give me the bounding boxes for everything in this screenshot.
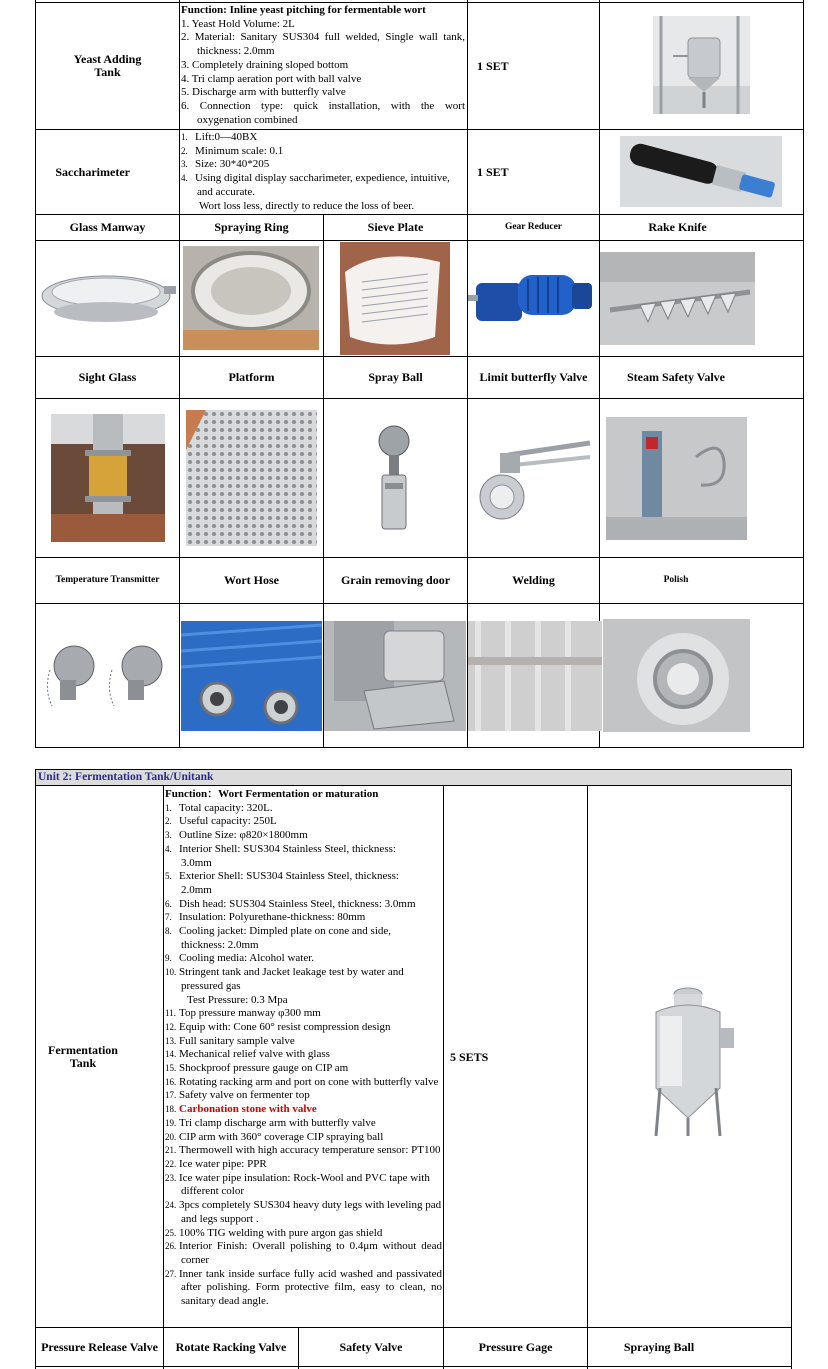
label-wort-hose: Wort Hose <box>224 573 279 587</box>
highlight-carbonation-stone: Carbonation stone with valve <box>179 1103 317 1116</box>
label-temperature-transmitter: Temperature Transmitter <box>55 575 160 585</box>
label-platform: Platform <box>228 370 275 384</box>
unit2-title-bar: Unit 2: Fermentation Tank/Unitank <box>35 769 792 786</box>
spraying-ring-photo <box>183 246 319 350</box>
label-limit-butterfly-valve: Limit butterfly Valve <box>479 370 588 384</box>
label-rake-knife: Rake Knife <box>648 220 707 234</box>
wort-hose-photo <box>181 621 322 731</box>
saccharimeter-name: Saccharimeter <box>55 164 130 179</box>
label-rotate-racking-valve: Rotate Racking Valve <box>175 1339 287 1354</box>
label-gear-reducer: Gear Reducer <box>504 222 563 232</box>
label-pressure-gage: Pressure Gage <box>478 1339 553 1354</box>
label-glass-manway: Glass Manway <box>69 220 146 234</box>
rake-knife-photo <box>600 252 755 345</box>
yeast-tank-qty: 1 SET <box>477 59 509 73</box>
label-sieve-plate: Sieve Plate <box>367 220 424 234</box>
yeast-tank-photo <box>653 16 750 114</box>
label-spray-ball: Spray Ball <box>368 370 423 384</box>
label-spraying-ring: Spraying Ring <box>214 220 289 234</box>
fermentation-tank-photo <box>650 978 740 1140</box>
label-pressure-release-valve: Pressure Release Valve <box>41 1339 158 1354</box>
label-polish: Polish <box>663 575 689 585</box>
welding-photo <box>468 621 602 731</box>
grain-removing-door-photo <box>324 621 466 731</box>
limit-butterfly-valve-photo <box>478 435 593 523</box>
platform-photo <box>186 410 317 546</box>
fermentation-tank-spec: Function：Wort Fermentation or maturation 1. Total capacity: 320L. 2. Useful capacity: 250L 3. Outline Size: φ820×1800mm 4. Interior Shell: SUS304 Stainless Steel, thickness: 3.0mm 5. Exterior Shell: SUS304 Stainless Steel, thickness: 2.0mm 6. Dish head: SUS304 Stainless Steel, thickness: 3.0mm 7. Insulation: Polyurethane-thickness: 80mm 8. Cooling jacket: Dimpled plate on cone and side, thickness: 2.0mm 9. Cooling media: Alcohol water. 10. Stringent tank and Jacket leakage test by water and pressured gas Test Pressure: 0.3 Mpa 11. Top pressure manway φ300 mm 12. Equip with: Cone 60° resist compression design 13. Full sanitary sample valve 14. Mechanical relief valve with glass 15. Shockproof pressure gauge on CIP am 16. Rotating racking arm and port on cone with butterfly valve 17. Safety valve on fermenter top 18. Carbonation stone with valve 19. Tri clamp discharge arm with butterfly valve 20. CIP arm with 360° coverage CIP spraying ball 21. Thermowell with high accuracy temperature sensor: PT100 22. Ice water pipe: PPR 23. Ice water pipe insulation: Rock-Wool and PVC tape with different color 24. 3pcs completely SUS304 heavy duty legs with leveling pad and legs support . 25. 100% TIG welding with pure argon gas shield 26. Interior Finish: Overall polishing to 0.4μm without dead corner 27. Inner tank inside surface fully acid washed and passivated after polishing. Form protective film, easy to clean, no sanitary dead angle. <box>165 788 442 1308</box>
glass-manway-photo <box>38 272 178 326</box>
steam-safety-valve-photo <box>606 417 747 540</box>
label-safety-valve: Safety Valve <box>339 1339 403 1354</box>
label-welding: Welding <box>512 573 555 587</box>
temperature-transmitter-photo <box>42 640 176 712</box>
label-steam-safety-valve: Steam Safety Valve <box>627 370 725 384</box>
polish-photo <box>603 619 750 732</box>
gear-reducer-photo <box>468 265 598 331</box>
label-spraying-ball: Spraying Ball <box>623 1339 695 1354</box>
yeast-tank-spec: Function: Inline yeast pitching for fermentable wort 1. Yeast Hold Volume: 2L 2. Material: Sanitary SUS304 full welded, Single wall tank, thickness: 2.0mm 3. Completely draining sloped bottom 4. Tri clamp aeration port with ball valve 5. Discharge arm with butterfly valve 6. Connection type: quick installation, with the wort oxygenation combined <box>181 4 465 126</box>
sight-glass-photo <box>51 414 165 542</box>
yeast-tank-name: Yeast Adding Tank <box>73 52 142 79</box>
saccharimeter-spec: 1. Lift:0—40BX 2. Minimum scale: 0.1 3. Size: 30*40*205 4. Using digital display saccharimeter, expedience, intuitive, and accurate. Wort loss less, directly to reduce the loss of beer. <box>181 131 450 212</box>
saccharimeter-photo <box>620 136 782 207</box>
label-grain-removing-door: Grain removing door <box>340 573 451 587</box>
spray-ball-photo <box>370 423 418 533</box>
fermentation-tank-qty: 5 SETS <box>450 1050 489 1064</box>
label-sight-glass: Sight Glass <box>78 370 137 384</box>
fermentation-tank-name: Fermentation Tank <box>48 1043 118 1070</box>
saccharimeter-qty: 1 SET <box>477 165 509 179</box>
sieve-plate-photo <box>340 242 450 355</box>
